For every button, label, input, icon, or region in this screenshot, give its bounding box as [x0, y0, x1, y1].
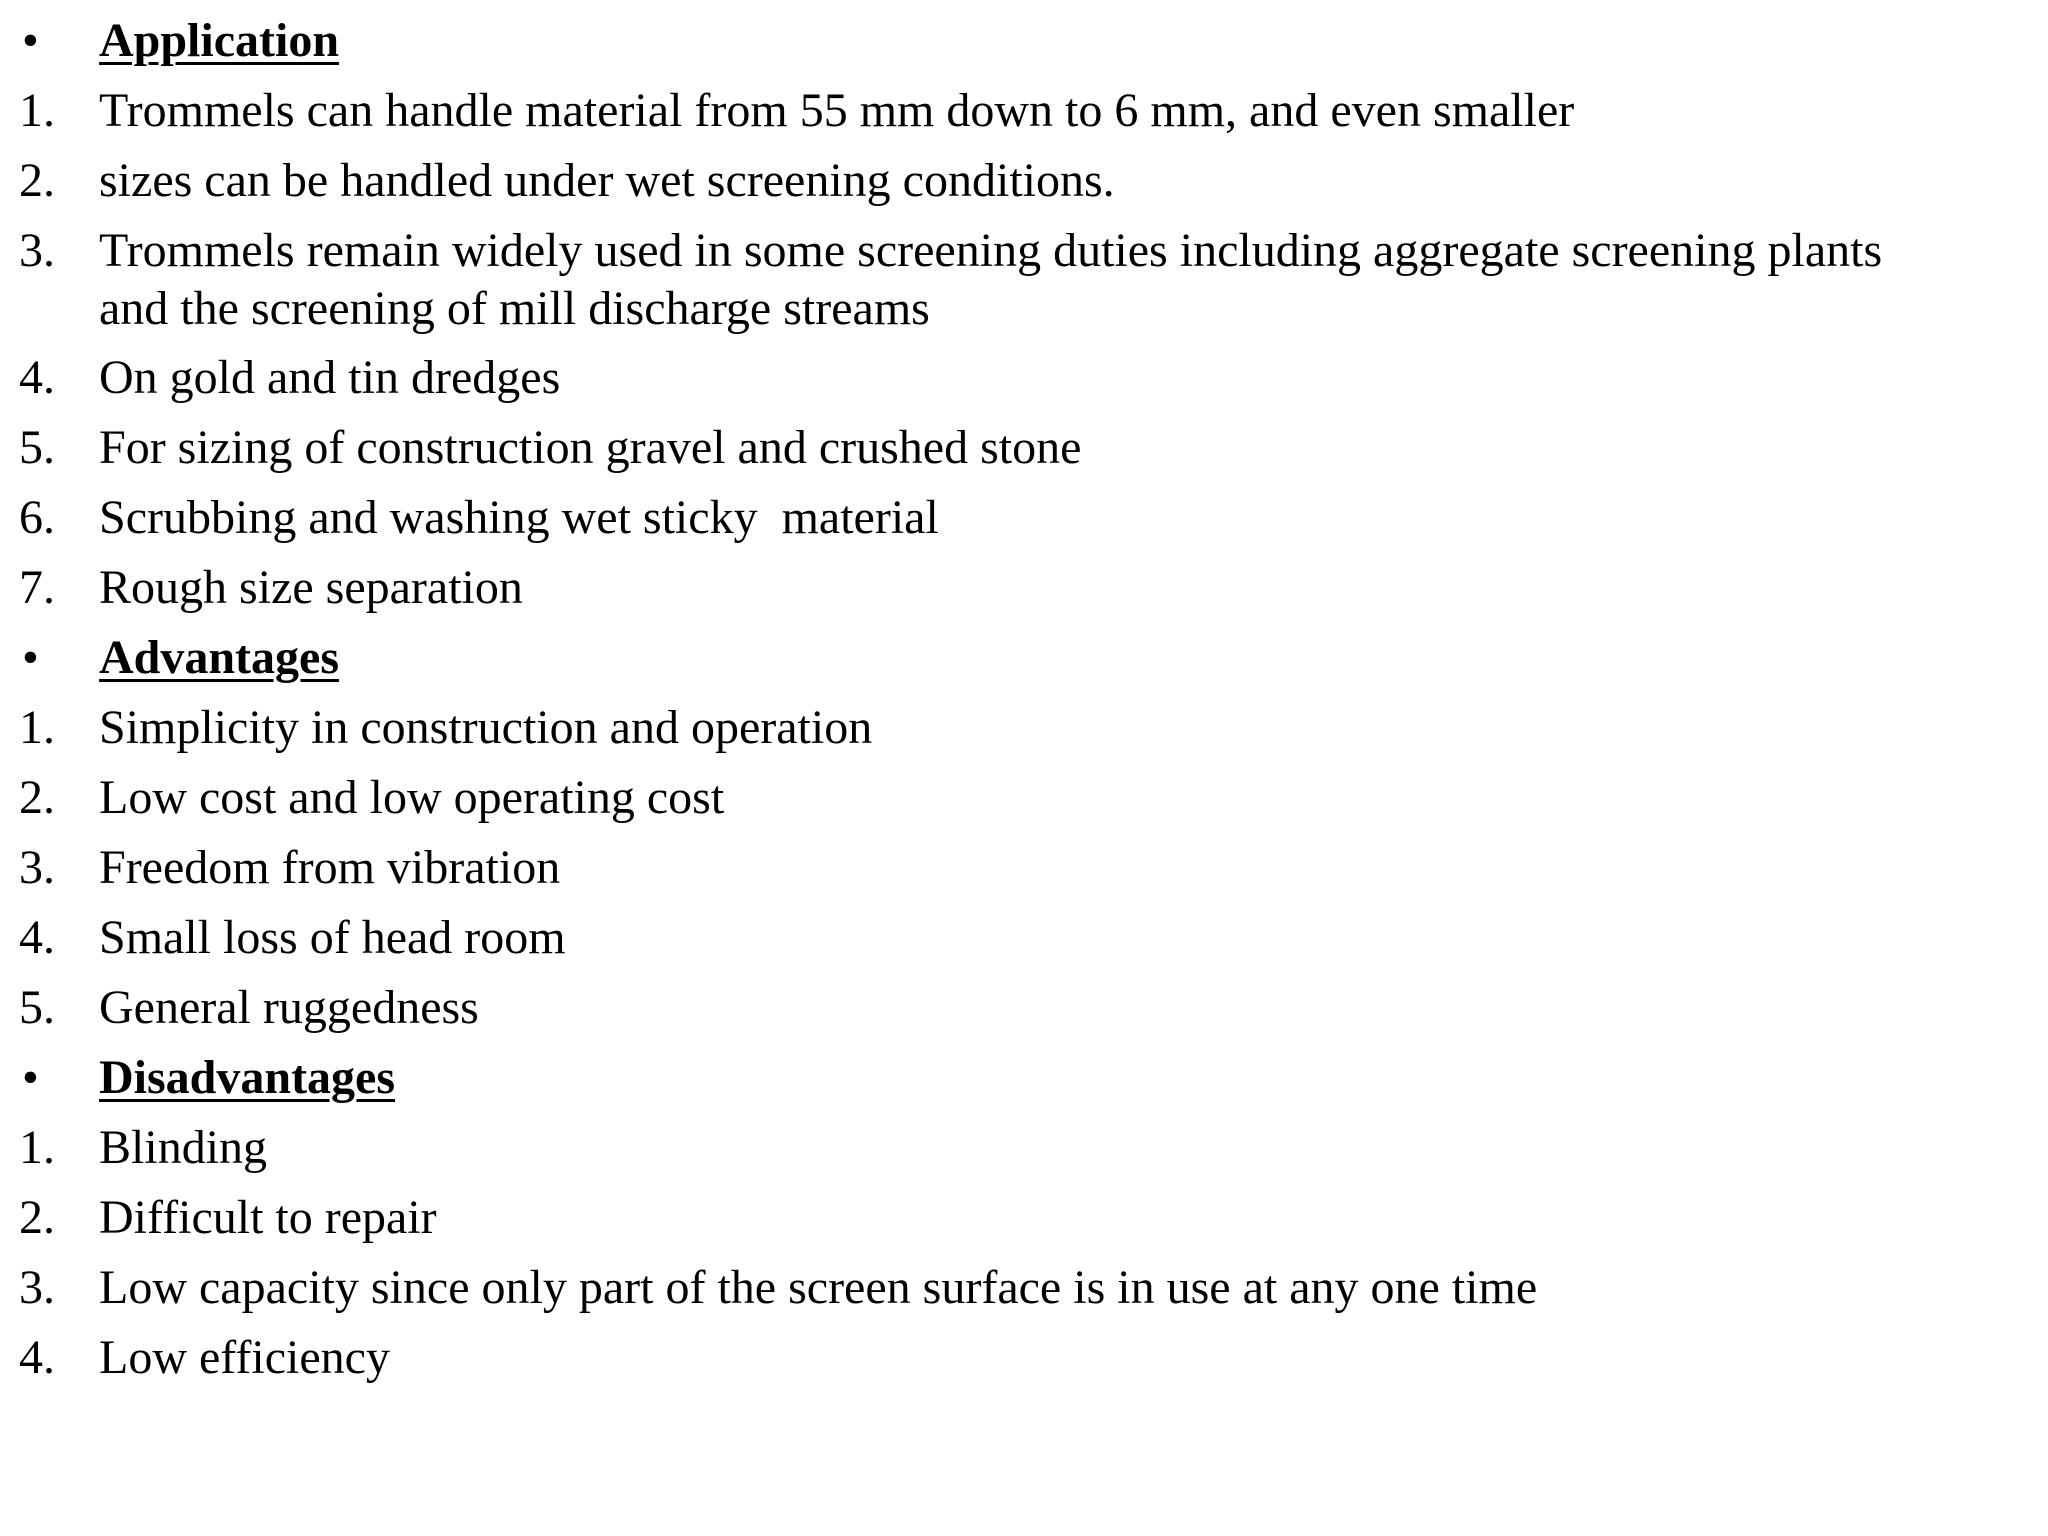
item-number: 1.: [19, 84, 55, 137]
item-number: 2.: [19, 154, 55, 207]
item-text: Low efficiency: [99, 1331, 390, 1384]
item-number: 3.: [19, 1261, 55, 1314]
item-number: 3.: [19, 224, 55, 277]
item-number: 4.: [19, 1331, 55, 1384]
item-text: Freedom from vibration: [99, 841, 561, 894]
item-text: General ruggedness: [99, 981, 479, 1034]
bullet-marker: •: [22, 14, 39, 67]
item-text: Rough size separation: [99, 561, 523, 614]
item-text-block: [99, 222, 1882, 338]
bullet-marker: •: [22, 1051, 39, 1104]
item-number: 2.: [19, 771, 55, 824]
item-text: On gold and tin dredges: [99, 351, 561, 404]
item-text: Trommels remain widely used in some screening duties including aggregate screening plants: [99, 224, 1883, 277]
item-text: Low cost and low operating cost: [99, 771, 725, 824]
item-text: Difficult to repair: [99, 1191, 437, 1244]
item-number: 2.: [19, 1191, 55, 1244]
item-text: For sizing of construction gravel and crushed stone: [99, 421, 1082, 474]
bullet-marker: •: [22, 631, 39, 684]
item-number: 4.: [19, 351, 55, 404]
item-text: Simplicity in construction and operation: [99, 701, 873, 754]
item-text-continued: and the screening of mill discharge streams: [99, 282, 930, 335]
item-number: 6.: [19, 491, 55, 544]
item-text: Blinding: [99, 1121, 268, 1174]
item-text: Scrubbing and washing wet sticky material: [99, 491, 939, 544]
item-number: 4.: [19, 911, 55, 964]
item-number: 5.: [19, 981, 55, 1034]
item-number: 5.: [19, 421, 55, 474]
heading-text: Application: [99, 14, 340, 67]
item-number: 3.: [19, 841, 55, 894]
item-number: 7.: [19, 561, 55, 614]
item-text: Trommels can handle material from 55 mm down to 6 mm, and even smaller: [99, 84, 1575, 137]
item-text: Small loss of head room: [99, 911, 566, 964]
item-number: 1.: [19, 1121, 55, 1174]
item-number: 1.: [19, 701, 55, 754]
heading-text: Advantages: [99, 631, 340, 684]
heading-text: Disadvantages: [99, 1051, 396, 1104]
item-text: sizes can be handled under wet screening conditions.: [99, 154, 1115, 207]
item-text: Low capacity since only part of the screen surface is in use at any one time: [99, 1261, 1538, 1314]
